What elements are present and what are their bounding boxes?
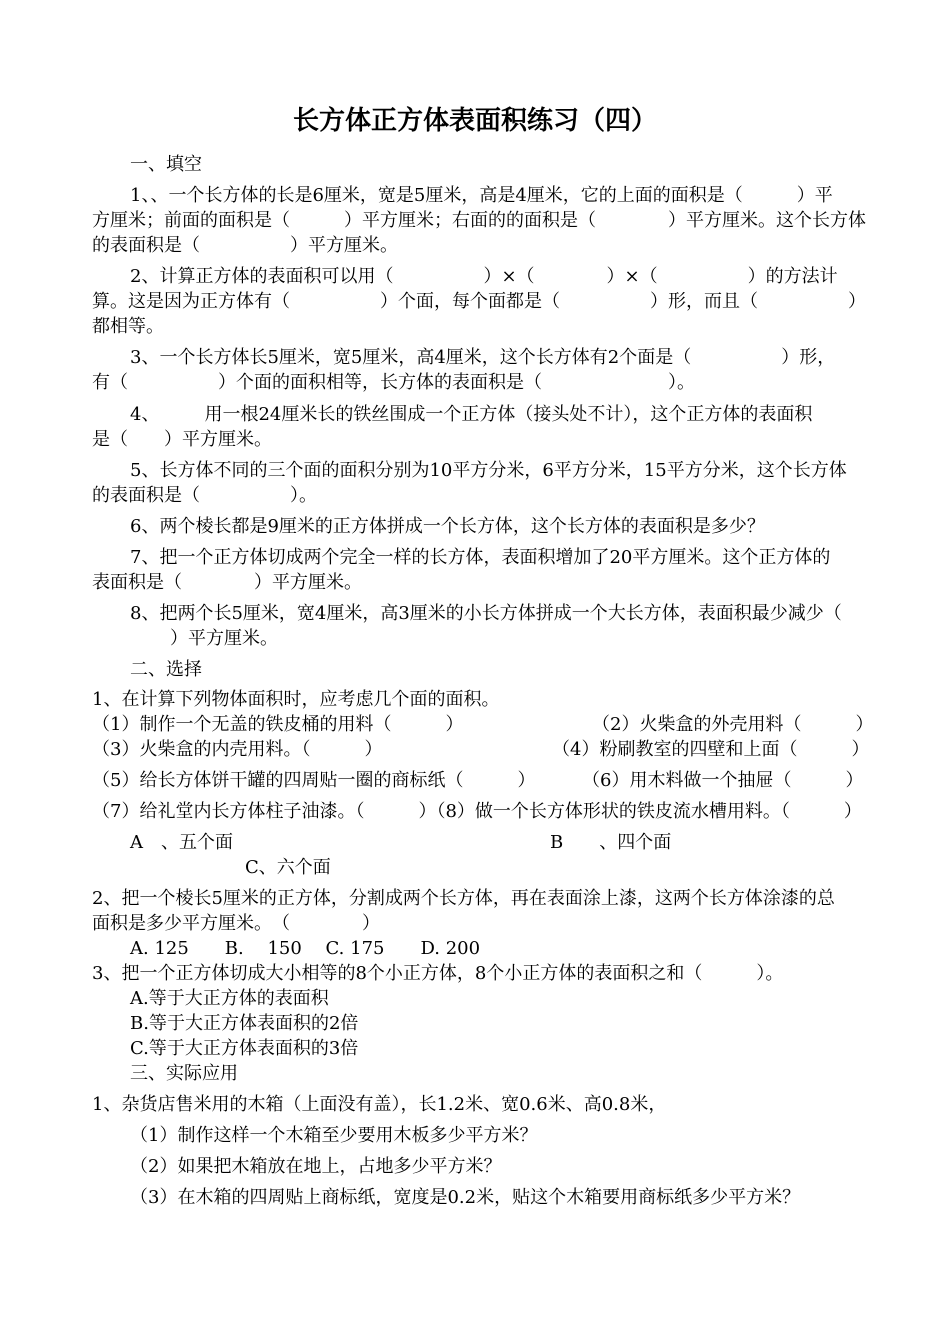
problem-1-part-2: （2）如果把木箱放在地上，占地多少平方米？ [130, 1156, 502, 1177]
choice-2-line-2: 面积是多少平方厘米。 （ ） [92, 913, 380, 934]
option-b: B 、四个面 [550, 832, 672, 853]
q5-line-1: 5、长方体不同的三个面的面积分别为10平方分米，6平方分米，15平方分米，这个长方体 [130, 460, 847, 481]
q1-line-3: 的表面积是（ ）平方厘米。 [92, 235, 398, 256]
q4-line-1: 4、 用一根24厘米长的铁丝围成一个正方体（接头处不计），这个正方体的表面积 [130, 404, 813, 425]
choice-1-item-3: （3）火柴盒的内壳用料。（ ） [92, 739, 383, 760]
q3-line-1: 3、一个长方体长5厘米，宽5厘米，高4厘米，这个长方体有2个面是（ ）形， [130, 347, 836, 368]
q6-line-1: 6、两个棱长都是9厘米的正方体拼成一个长方体，这个长方体的表面积是多少？ [130, 516, 765, 537]
choice-3-stem: 3、把一个正方体切成大小相等的8个小正方体，8个小正方体的表面积之和（ ）。 [92, 963, 784, 984]
choice-3-option-a: A.等于大正方体的表面积 [130, 988, 329, 1009]
choice-2-options: A. 125 B. 150 C. 175 D. 200 [130, 938, 481, 959]
problem-1-part-3: （3）在木箱的四周贴上商标纸，宽度是0.2米，贴这个木箱要用商标纸多少平方米？ [130, 1187, 801, 1208]
choice-1-stem: 1、在计算下列物体面积时，应考虑几个面的面积。 [92, 689, 500, 710]
q1-line-2: 方厘米；前面的面积是（ ）平方厘米；右面的的面积是（ ）平方厘米。这个长方体 [92, 210, 866, 231]
choice-1-item-1: （1）制作一个无盖的铁皮桶的用料（ ） [92, 714, 464, 735]
choice-1-item-5: （5）给长方体饼干罐的四周贴一圈的商标纸（ ） [92, 770, 536, 791]
choice-1-item-6: （6）用木料做一个抽屉（ ） [582, 770, 864, 791]
q5-line-2: 的表面积是（ ）。 [92, 485, 317, 506]
q7-line-2: 表面积是（ ）平方厘米。 [92, 572, 362, 593]
q2-line-2: 算。这是因为正方体有（ ）个面，每个面都是（ ）形，而且（ ） [92, 291, 866, 312]
q2-line-1: 2、计算正方体的表面积可以用（ ）×（ ）×（ ）的方法计 [130, 266, 838, 287]
choice-2-line-1: 2、把一个棱长5厘米的正方体，分割成两个长方体，再在表面涂上漆，这两个长方体涂漆的总 [92, 888, 835, 909]
option-c: C、六个面 [245, 857, 331, 878]
choice-3-option-b: B.等于大正方体表面积的2倍 [130, 1013, 359, 1034]
choice-1-item-7-8: （7）给礼堂内长方体柱子油漆。（ ）（8）做一个长方体形状的铁皮流水槽用料。（ ） [92, 801, 862, 822]
section-heading-fill: 一、填空 [130, 154, 202, 175]
q8-line-2: ）平方厘米。 [170, 628, 278, 649]
problem-1-stem: 1、杂货店售米用的木箱（上面没有盖），长1.2米、宽0.6米、高0.8米， [92, 1094, 667, 1115]
q2-line-3: 都相等。 [92, 316, 164, 337]
q3-line-2: 有（ ）个面的面积相等，长方体的表面积是（ ）。 [92, 372, 695, 393]
option-a: A 、五个面 [130, 832, 233, 853]
choice-3-option-c: C.等于大正方体表面积的3倍 [130, 1038, 359, 1059]
q7-line-1: 7、把一个正方体切成两个完全一样的长方体，表面积增加了20平方厘米。这个正方体的 [130, 547, 831, 568]
problem-1-part-1: （1）制作这样一个木箱至少要用木板多少平方米？ [130, 1125, 538, 1146]
q1-line-1: 1、、一个长方体的长是6厘米，宽是5厘米，高是4厘米，它的上面的面积是（ ）平 [130, 185, 833, 206]
section-heading-choice: 二、选择 [130, 659, 202, 680]
q4-line-2: 是（ ）平方厘米。 [92, 429, 272, 450]
q8-line-1: 8、把两个长5厘米，宽4厘米，高3厘米的小长方体拼成一个大长方体，表面积最少减少（ [130, 603, 842, 624]
choice-1-item-2: （2）火柴盒的外壳用料（ ） [592, 714, 874, 735]
choice-1-item-4: （4）粉刷教室的四壁和上面（ ） [552, 739, 870, 760]
section-heading-application: 三、实际应用 [130, 1063, 238, 1084]
page-title: 长方体正方体表面积练习（四） [292, 106, 657, 136]
